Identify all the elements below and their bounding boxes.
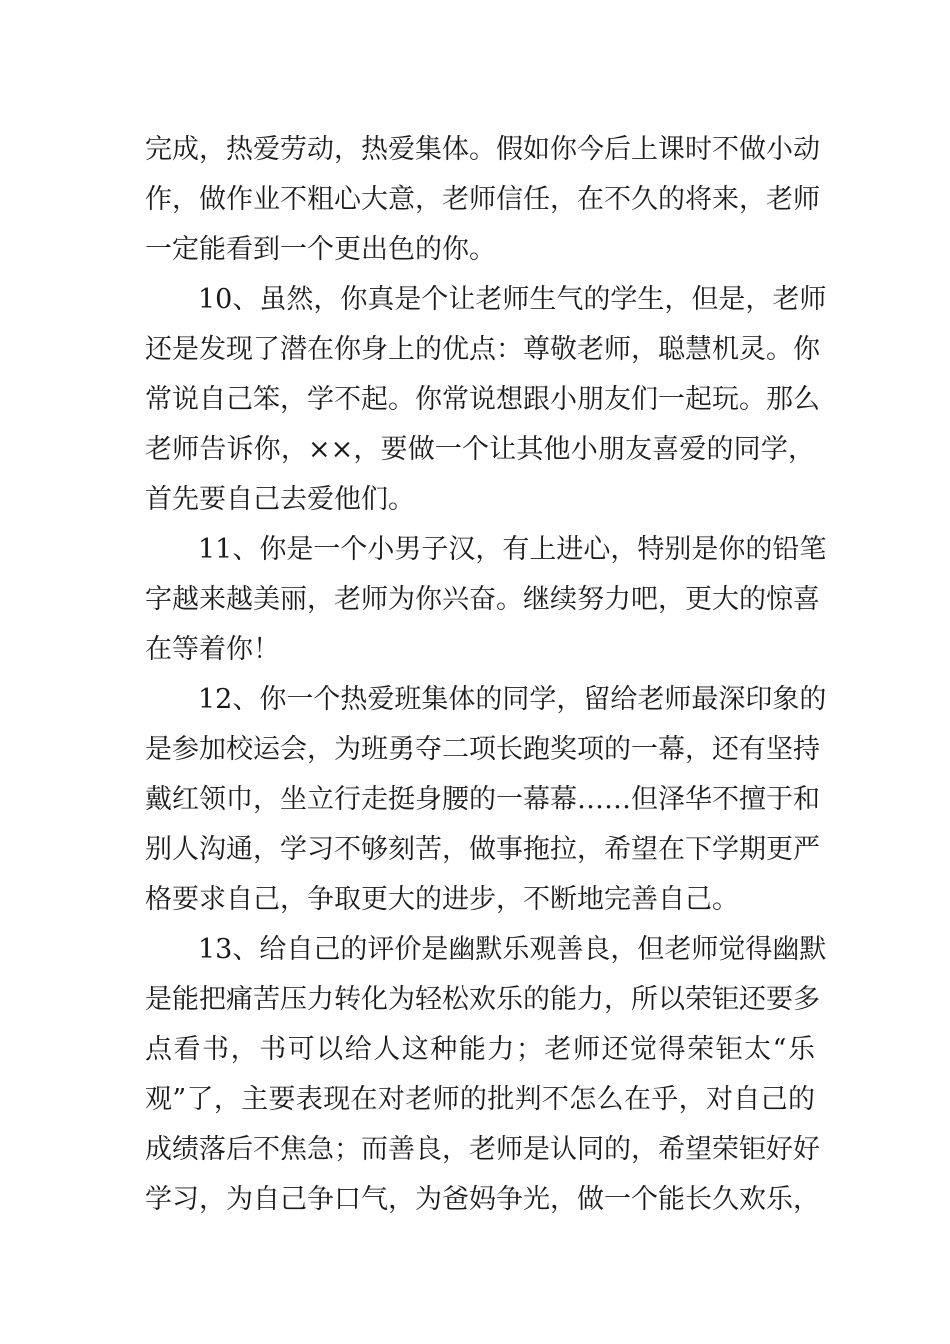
text-line: 是能把痛苦压力转化为轻松欢乐的能力，所以荣钜还要多 [145,984,820,1015]
text-line: 常说自己笨，学不起。你常说想跟小朋友们一起玩。那么 [145,384,820,415]
text-line: 学习，为自己争口气，为爸妈争光，做一个能长久欢乐， [145,1184,820,1215]
paragraph-start-line: 13、给自己的评价是幽默乐观善良，但老师觉得幽默 [198,934,827,965]
text-line: 格要求自己，争取更大的进步，不断地完善自己。 [145,884,739,915]
text-line: 首先要自己去爱他们。 [145,484,415,515]
text-line: 还是发现了潜在你身上的优点：尊敬老师，聪慧机灵。你 [145,334,820,365]
text-line: 是参加校运会，为班勇夺二项长跑奖项的一幕，还有坚持 [145,734,820,765]
text-line: 点看书，书可以给人这种能力；老师还觉得荣钜太“乐 [145,1034,815,1065]
text-line: 观”了，主要表现在对老师的批判不怎么在乎，对自己的 [145,1084,815,1115]
text-line: 字越来越美丽，老师为你兴奋。继续努力吧，更大的惊喜 [145,584,820,615]
text-line: 一定能看到一个更出色的你。 [145,234,496,265]
text-line: 作，做作业不粗心大意，老师信任，在不久的将来，老师 [145,184,820,215]
text-line: 完成，热爱劳动，热爱集体。假如你今后上课时不做小动 [145,134,820,165]
text-line: 别人沟通，学习不够刻苦，做事拖拉，希望在下学期更严 [145,834,820,865]
paragraph-start-line: 12、你一个热爱班集体的同学，留给老师最深印象的 [198,684,827,715]
text-line: 戴红领巾，坐立行走挺身腰的一幕幕……但泽华不擅于和 [145,784,820,815]
text-line: 在等着你！ [145,634,280,665]
text-line: 老师告诉你，××，要做一个让其他小朋友喜爱的同学， [145,434,815,465]
paragraph-start-line: 10、虽然，你真是个让老师生气的学生，但是，老师 [198,284,827,315]
paragraph-start-line: 11、你是一个小男子汉，有上进心，特别是你的铅笔 [198,534,827,565]
text-line: 成绩落后不焦急；而善良，老师是认同的，希望荣钜好好 [145,1134,820,1165]
